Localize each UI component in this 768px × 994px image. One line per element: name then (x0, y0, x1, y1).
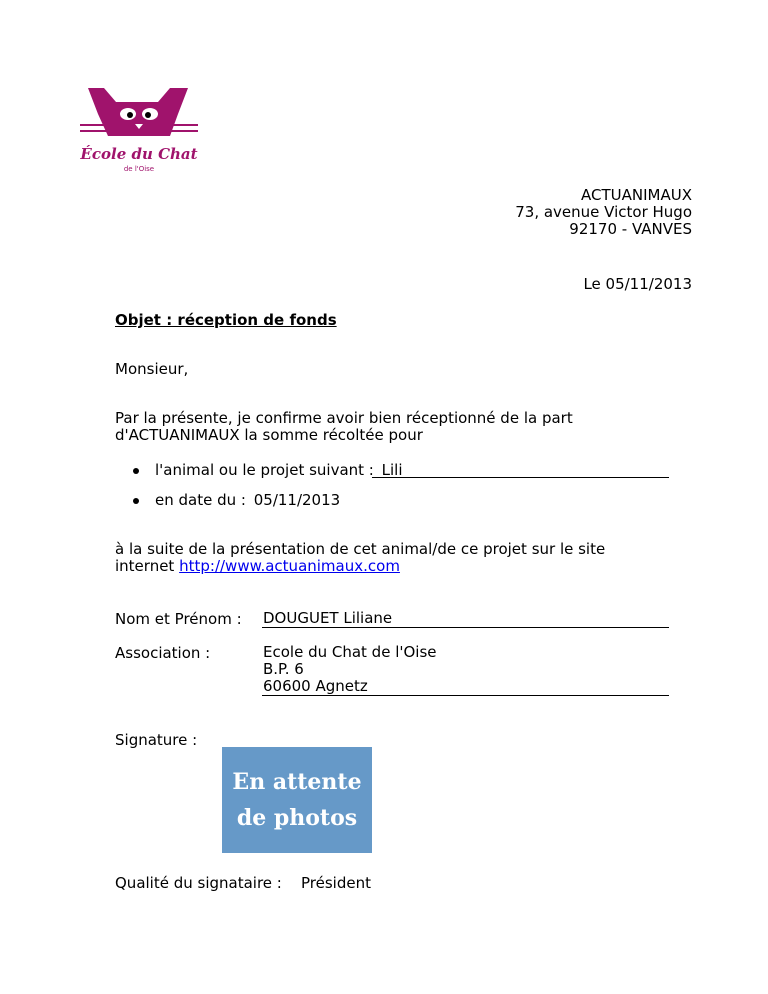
letter-date: Le 05/11/2013 (583, 275, 692, 293)
salutation: Monsieur, (115, 360, 189, 378)
actuanimaux-link[interactable]: http://www.actuanimaux.com (179, 557, 400, 575)
quality-label: Qualité du signataire : (115, 874, 282, 892)
association-line-1: Ecole du Chat de l'Oise (263, 643, 437, 661)
bullet-date (133, 491, 340, 509)
recipient-name: ACTUANIMAUX (581, 186, 692, 204)
name-fill-line (262, 627, 669, 628)
quality-value: Président (301, 874, 371, 892)
intro-paragraph (115, 410, 635, 444)
bullet-project (133, 461, 403, 479)
logo-brand-text: École du Chat (80, 145, 198, 163)
signature-placeholder-line-2: de photos (236, 805, 358, 831)
cat-face-icon (78, 84, 200, 176)
intro-line-1: Par la présente, je confirme avoir bien réceptionné de la part (115, 409, 573, 427)
recipient-street: 73, avenue Victor Hugo (515, 203, 692, 221)
ecole-du-chat-logo (78, 84, 200, 176)
bullet-date-value: 05/11/2013 (253, 491, 341, 509)
association-line-2: B.P. 6 (263, 660, 304, 678)
association-label: Association : (115, 644, 211, 662)
logo-sub-text: de l'Oise (123, 165, 155, 173)
association-line-3: 60600 Agnetz (263, 677, 368, 695)
signature-placeholder-image (222, 747, 372, 853)
signature-placeholder-line-1: En attente (232, 769, 362, 795)
association-fill-line (262, 695, 669, 696)
name-label: Nom et Prénom : (115, 610, 242, 628)
bullet-date-label: en date du : (155, 491, 246, 509)
bullet-project-value: Lili (381, 461, 403, 479)
signature-label: Signature : (115, 731, 198, 749)
letter-subject: Objet : réception de fonds (115, 311, 337, 329)
association-value (263, 644, 437, 695)
project-fill-line (372, 477, 669, 478)
recipient-city: 92170 - VANVES (569, 220, 692, 238)
bullet-project-label: l'animal ou le projet suivant : (155, 461, 374, 479)
name-value: DOUGUET Liliane (263, 609, 393, 627)
followup-paragraph (115, 541, 635, 575)
followup-prefix: internet (115, 557, 175, 575)
intro-line-2: d'ACTUANIMAUX la somme récoltée pour (115, 426, 423, 444)
followup-line-1: à la suite de la présentation de cet animal/de ce projet sur le site (115, 540, 606, 558)
recipient-address (515, 187, 692, 238)
